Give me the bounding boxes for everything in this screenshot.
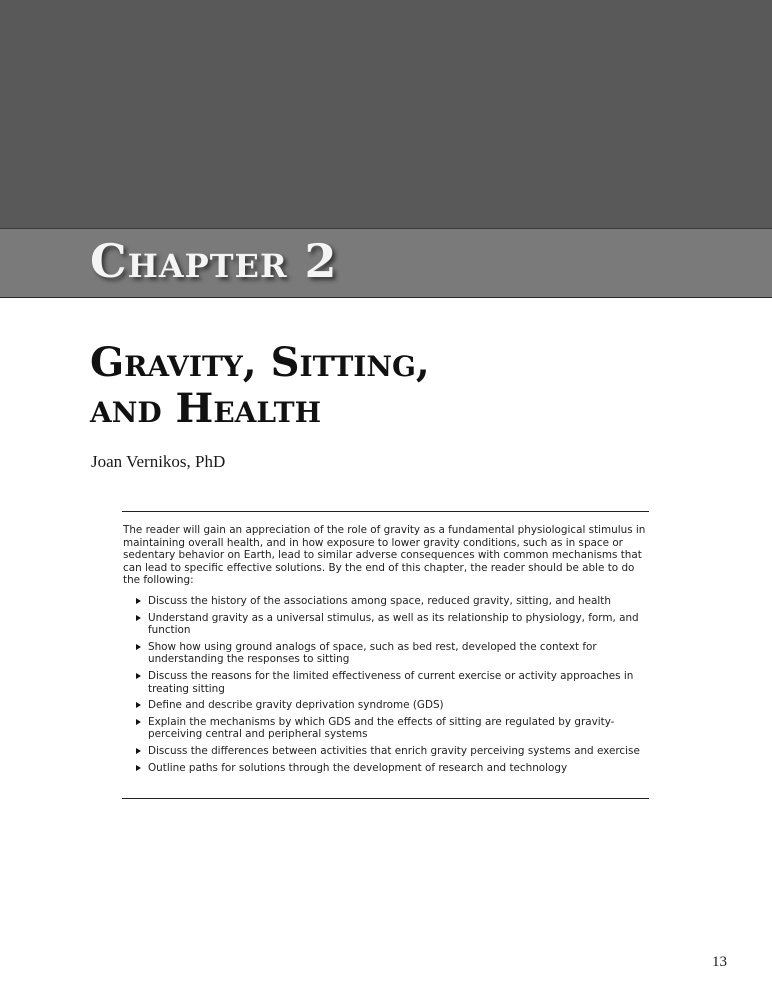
- chapter-title: [90, 340, 690, 432]
- objectives-top-rule: [122, 511, 649, 512]
- objective-item: [123, 762, 648, 775]
- triangle-bullet-icon: [136, 615, 141, 621]
- triangle-bullet-icon: [136, 748, 141, 754]
- objectives-intro: The reader will gain an appreciation of the role of gravity as a fundamental physiological stimulus in maintaining overall health, and in how exposure to lower gravity conditions, such as in space or sedentary behavior on Earth, lead to similar adverse consequences with common mechanisms that can lead to specific effective solutions. By the end of this chapter, the reader should be able to do the following:: [123, 524, 646, 587]
- objectives-list: [123, 595, 648, 774]
- objective-item: [123, 612, 648, 637]
- triangle-bullet-icon: [136, 644, 141, 650]
- objective-item: [123, 641, 648, 666]
- header-band: [0, 0, 772, 228]
- objective-text: Understand gravity as a universal stimulus, as well as its relationship to physiology, form, and function: [148, 611, 639, 637]
- triangle-bullet-icon: [136, 702, 141, 708]
- objective-text: Show how using ground analogs of space, such as bed rest, developed the context for understanding the responses to sitting: [148, 640, 597, 666]
- objective-item: [123, 699, 648, 712]
- objectives-bottom-rule: [122, 798, 649, 799]
- objective-item: [123, 670, 648, 695]
- objective-item: [123, 745, 648, 758]
- objective-text: Discuss the differences between activities that enrich gravity perceiving systems and exercise: [148, 744, 640, 757]
- objective-text: Discuss the reasons for the limited effectiveness of current exercise or activity approaches in treating sitting: [148, 669, 634, 695]
- triangle-bullet-icon: [136, 598, 141, 604]
- chapter-title-line: Gravity, Sitting,: [90, 339, 430, 386]
- triangle-bullet-icon: [136, 673, 141, 679]
- triangle-bullet-icon: [136, 719, 141, 725]
- objective-text: Outline paths for solutions through the development of research and technology: [148, 761, 568, 774]
- chapter-number-heading: Chapter 2: [90, 234, 338, 288]
- objective-text: Discuss the history of the associations among space, reduced gravity, sitting, and health: [148, 594, 611, 607]
- author-name: Joan Vernikos, PhD: [91, 452, 226, 471]
- objective-item: [123, 716, 648, 741]
- page-number: 13: [712, 954, 727, 970]
- objective-text: Explain the mechanisms by which GDS and the effects of sitting are regulated by gravity-perceiving central and peripheral systems: [148, 715, 615, 741]
- objective-item: [123, 595, 648, 608]
- objective-text: Define and describe gravity deprivation syndrome (GDS): [148, 699, 444, 712]
- learning-objectives: [123, 524, 648, 778]
- triangle-bullet-icon: [136, 765, 141, 771]
- chapter-title-line: and Health: [90, 385, 322, 432]
